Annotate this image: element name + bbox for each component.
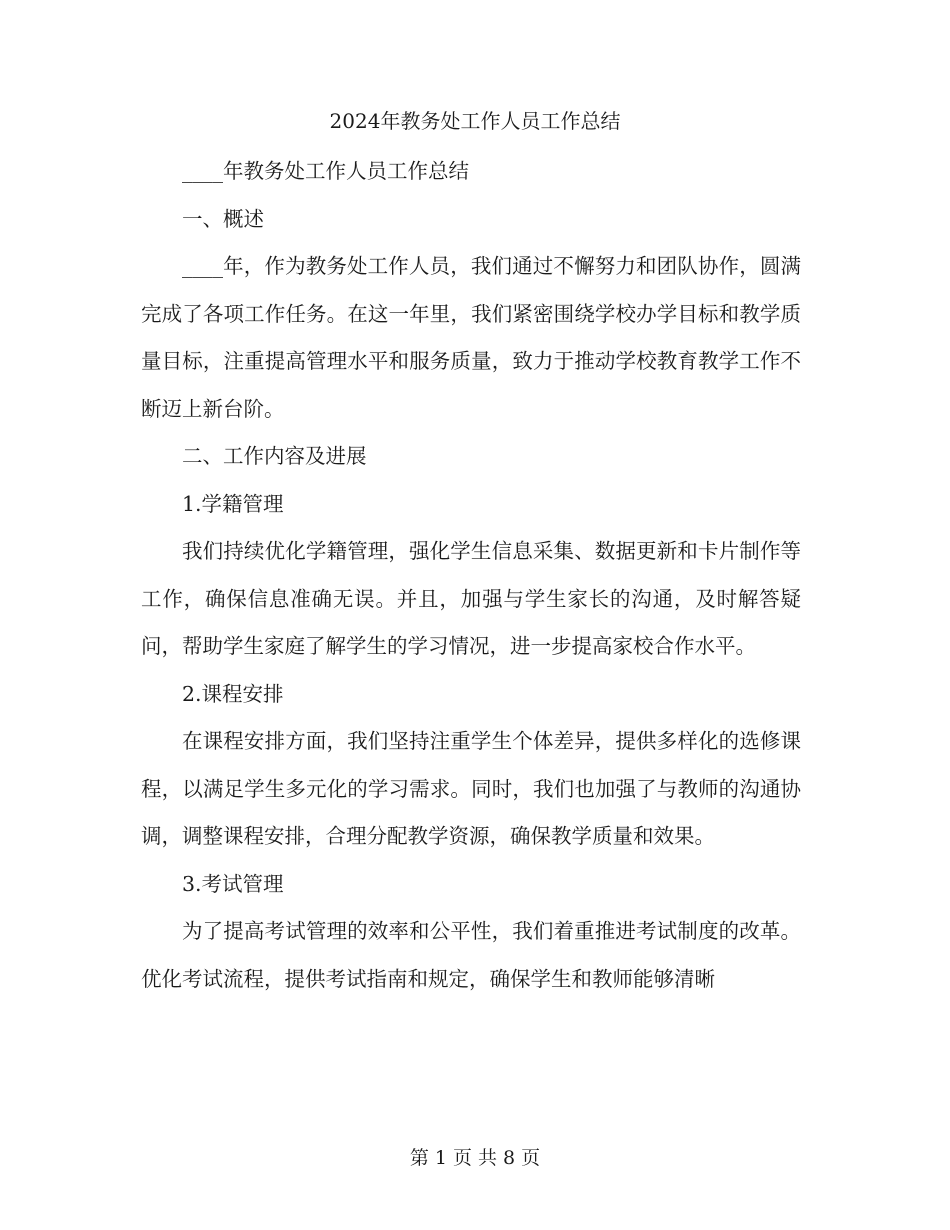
- paragraph-subtitle: ____年教务处工作人员工作总结: [182, 159, 469, 183]
- heading-course-scheduling: 2.课程安排: [182, 681, 284, 706]
- document-body: [141, 148, 801, 1003]
- heading-work-content: 二、工作内容及进展: [182, 444, 367, 468]
- paragraph-overview: ____年，作为教务处工作人员，我们通过不懈努力和团队协作，圆满完成了各项工作任务。在这一年里，我们紧密围绕学校办学目标和教学质量目标，注重提高管理水平和服务质量，致力于推动学校教育教学工作不断迈上新台阶。: [141, 254, 801, 421]
- heading-exam-management: 3.考试管理: [182, 871, 284, 896]
- page-number-footer: 第 1 页 共 8 页: [409, 1147, 541, 1169]
- heading-student-records: 1.学籍管理: [182, 491, 284, 516]
- paragraph-student-records: 我们持续优化学籍管理，强化学生信息采集、数据更新和卡片制作等工作，确保信息准确无误。并且，加强与学生家长的沟通，及时解答疑问，帮助学生家庭了解学生的学习情况，进一步提高家校合作水平。: [141, 539, 801, 658]
- paragraph-course-scheduling: 在课程安排方面，我们坚持注重学生个体差异，提供多样化的选修课程，以满足学生多元化的学习需求。同时，我们也加强了与教师的沟通协调，调整课程安排，合理分配教学资源，确保教学质量和效果。: [141, 729, 801, 848]
- paragraph-exam-management: 为了提高考试管理的效率和公平性，我们着重推进考试制度的改革。优化考试流程，提供考试指南和规定，确保学生和教师能够清晰: [141, 919, 801, 991]
- heading-overview: 一、概述: [182, 206, 264, 231]
- document-title: 2024年教务处工作人员工作总结: [329, 109, 621, 133]
